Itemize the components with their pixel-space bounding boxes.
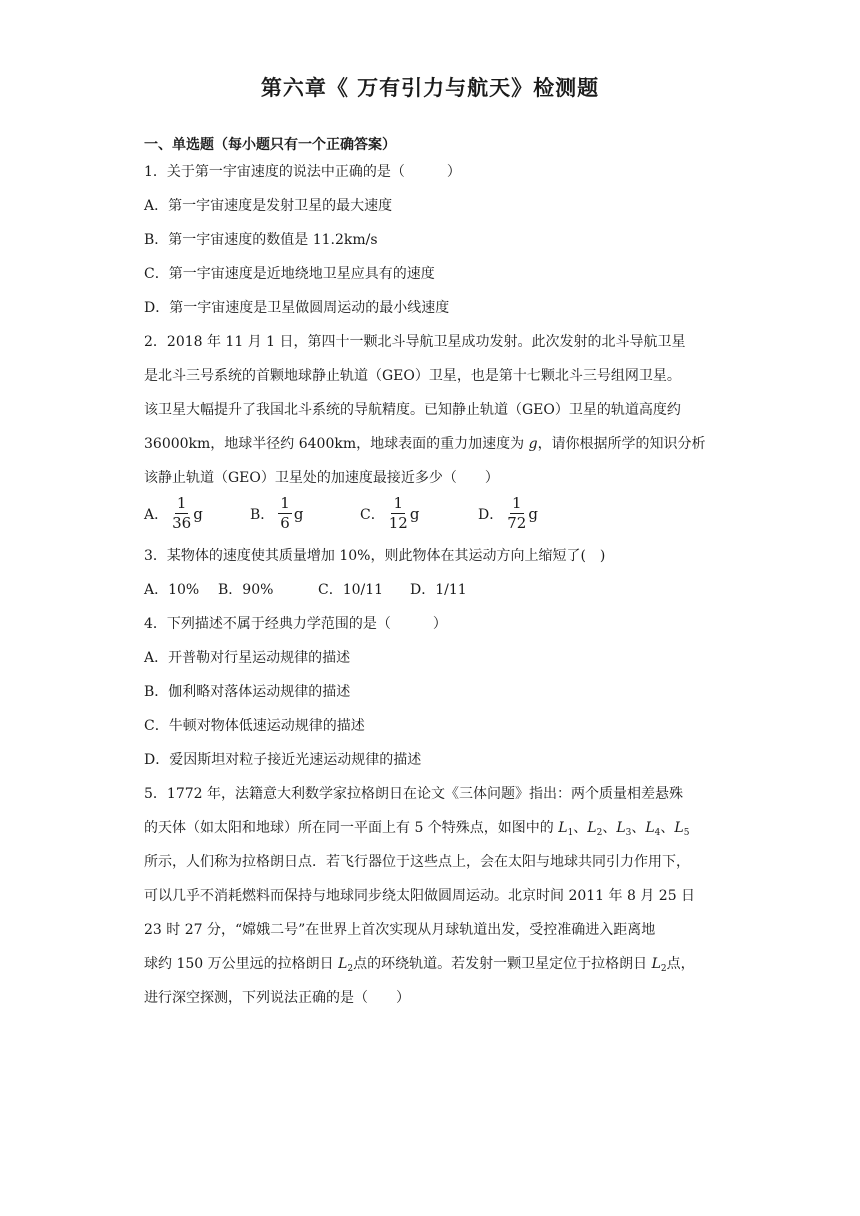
q5-line-5: 23 时 27 分，“嫦娥二号”在世界上首次实现从月球轨道出发，受控准确进入距离地 bbox=[144, 922, 656, 938]
q2-line-2: 是北斗三号系统的首颗地球静止轨道（GEO）卫星，也是第十七颗北斗三号组网卫星。 bbox=[144, 368, 681, 384]
separator: 、 bbox=[602, 820, 617, 836]
q1-stem: 1．关于第一宇宙速度的说法中正确的是（ ） bbox=[144, 164, 461, 180]
lagrange-point-symbol: L bbox=[338, 956, 348, 972]
lagrange-point-symbol: L bbox=[616, 820, 626, 836]
q2-option-b bbox=[250, 496, 303, 531]
q2-option-c-fraction bbox=[389, 496, 408, 531]
q2-line-5: 该静止轨道（GEO）卫星处的加速度最接近多少（ ） bbox=[144, 470, 499, 486]
q5-line-2-text: 的天体（如太阳和地球）所在同一平面上有 5 个特殊点，如图中的 bbox=[144, 820, 559, 836]
lagrange-point-symbol: L bbox=[587, 820, 597, 836]
q5-line-3: 所示，人们称为拉格朗日点．若飞行器位于这些点上，会在太阳与地球共同引力作用下， bbox=[144, 854, 690, 870]
q1-option-c: C．第一宇宙速度是近地绕地卫星应具有的速度 bbox=[144, 266, 435, 282]
q3-stem: 3．某物体的速度使其质量增加 10%，则此物体在其运动方向上缩短了( ) bbox=[144, 548, 606, 564]
section-heading: 一、单选题（每小题只有一个正确答案） bbox=[144, 137, 396, 153]
lagrange-subscript: 4 bbox=[654, 828, 661, 838]
lagrange-subscript: 3 bbox=[625, 828, 632, 838]
q5-line-6 bbox=[144, 954, 695, 979]
q4-stem: 4．下列描述不属于经典力学范围的是（ ） bbox=[144, 616, 447, 632]
q5-line-6-text-c: 点， bbox=[666, 956, 695, 972]
q1-option-a: A．第一宇宙速度是发射卫星的最大速度 bbox=[144, 198, 393, 214]
q2-line-3: 该卫星大幅提升了我国北斗系统的导航精度。已知静止轨道（GEO）卫星的轨道高度约 bbox=[144, 402, 681, 418]
q4-option-c: C．牛顿对物体低速运动规律的描述 bbox=[144, 718, 365, 734]
fraction-denominator: 72 bbox=[507, 514, 527, 532]
fraction-unit: g bbox=[293, 504, 304, 523]
q2-option-d bbox=[478, 496, 538, 531]
lagrange-subscript: 2 bbox=[347, 964, 354, 974]
lagrange-subscript: 5 bbox=[683, 828, 690, 838]
q3-option-a: A．10% bbox=[144, 582, 200, 598]
q2-option-a-label: A． bbox=[144, 506, 169, 523]
q3-option-c: C．10/11 bbox=[318, 582, 384, 598]
fraction-denominator: 12 bbox=[388, 514, 408, 532]
lagrange-subscript: 1 bbox=[567, 828, 574, 838]
q2-line-1: 2．2018 年 11 月 1 日，第四十一颗北斗导航卫星成功发射。此次发射的北斗导航卫星 bbox=[144, 334, 686, 350]
separator: 、 bbox=[573, 820, 588, 836]
q2-option-d-label: D． bbox=[478, 506, 504, 523]
q2-line-4-text-a: 36000km，地球半径约 6400km，地球表面的重力加速度为 bbox=[144, 436, 529, 452]
q5-line-1: 5．1772 年，法籍意大利数学家拉格朗日在论文《三体问题》指出：两个质量相差悬殊 bbox=[144, 786, 683, 802]
q5-line-7: 进行深空探测，下列说法正确的是（ ） bbox=[144, 990, 410, 1006]
q1-option-d: D．第一宇宙速度是卫星做圆周运动的最小线速度 bbox=[144, 300, 450, 316]
fraction-numerator: 1 bbox=[176, 494, 187, 512]
q2-option-a bbox=[144, 496, 203, 531]
q5-line-4: 可以几乎不消耗燃料而保持与地球同步绕太阳做圆周运动。北京时间 2011 年 8 月 25 日 bbox=[144, 888, 696, 904]
q2-option-a-fraction bbox=[172, 496, 191, 531]
separator: 、 bbox=[631, 820, 646, 836]
q2-option-c-label: C． bbox=[360, 506, 385, 523]
page-title: 第六章《 万有引力与航天》检测题 bbox=[260, 76, 600, 100]
q3-option-b: B．90% bbox=[218, 582, 274, 598]
lagrange-point-symbol: L bbox=[645, 820, 655, 836]
q5-line-6-text-b: 点的环绕轨道。若发射一颗卫星定位于拉格朗日 bbox=[353, 956, 652, 972]
q1-option-b: B．第一宇宙速度的数值是 11.2km/s bbox=[144, 232, 378, 248]
q2-option-c bbox=[360, 496, 419, 531]
fraction-unit: g bbox=[409, 504, 420, 523]
separator: 、 bbox=[660, 820, 675, 836]
q5-line-6-text-a: 球约 150 万公里远的拉格朗日 bbox=[144, 956, 339, 972]
lagrange-point-symbol: L bbox=[651, 956, 661, 972]
q4-option-a: A．开普勒对行星运动规律的描述 bbox=[144, 650, 351, 666]
q5-line-2 bbox=[144, 818, 689, 843]
fraction-unit: g bbox=[528, 504, 538, 523]
q2-line-4-text-b: ，请你根据所学的知识分析 bbox=[537, 436, 706, 452]
fraction-numerator: 1 bbox=[512, 494, 522, 512]
lagrange-subscript: 2 bbox=[660, 964, 667, 974]
fraction-numerator: 1 bbox=[280, 494, 290, 512]
q3-option-d: D．1/11 bbox=[410, 582, 467, 598]
fraction-numerator: 1 bbox=[393, 494, 404, 512]
q2-line-4 bbox=[144, 434, 706, 454]
fraction-denominator: 6 bbox=[280, 514, 290, 532]
q2-option-b-label: B． bbox=[250, 506, 275, 523]
lagrange-subscript: 2 bbox=[596, 828, 603, 838]
lagrange-point-symbol: L bbox=[674, 820, 684, 836]
fraction-denominator: 36 bbox=[172, 514, 192, 532]
gravity-symbol: g bbox=[528, 436, 538, 452]
q4-option-d: D．爱因斯坦对粒子接近光速运动规律的描述 bbox=[144, 752, 422, 768]
q2-option-b-fraction bbox=[278, 496, 292, 531]
lagrange-point-symbol: L bbox=[558, 820, 568, 836]
q4-option-b: B．伽利略对落体运动规律的描述 bbox=[144, 684, 351, 700]
fraction-unit: g bbox=[193, 504, 203, 523]
q2-option-d-fraction bbox=[507, 496, 526, 531]
